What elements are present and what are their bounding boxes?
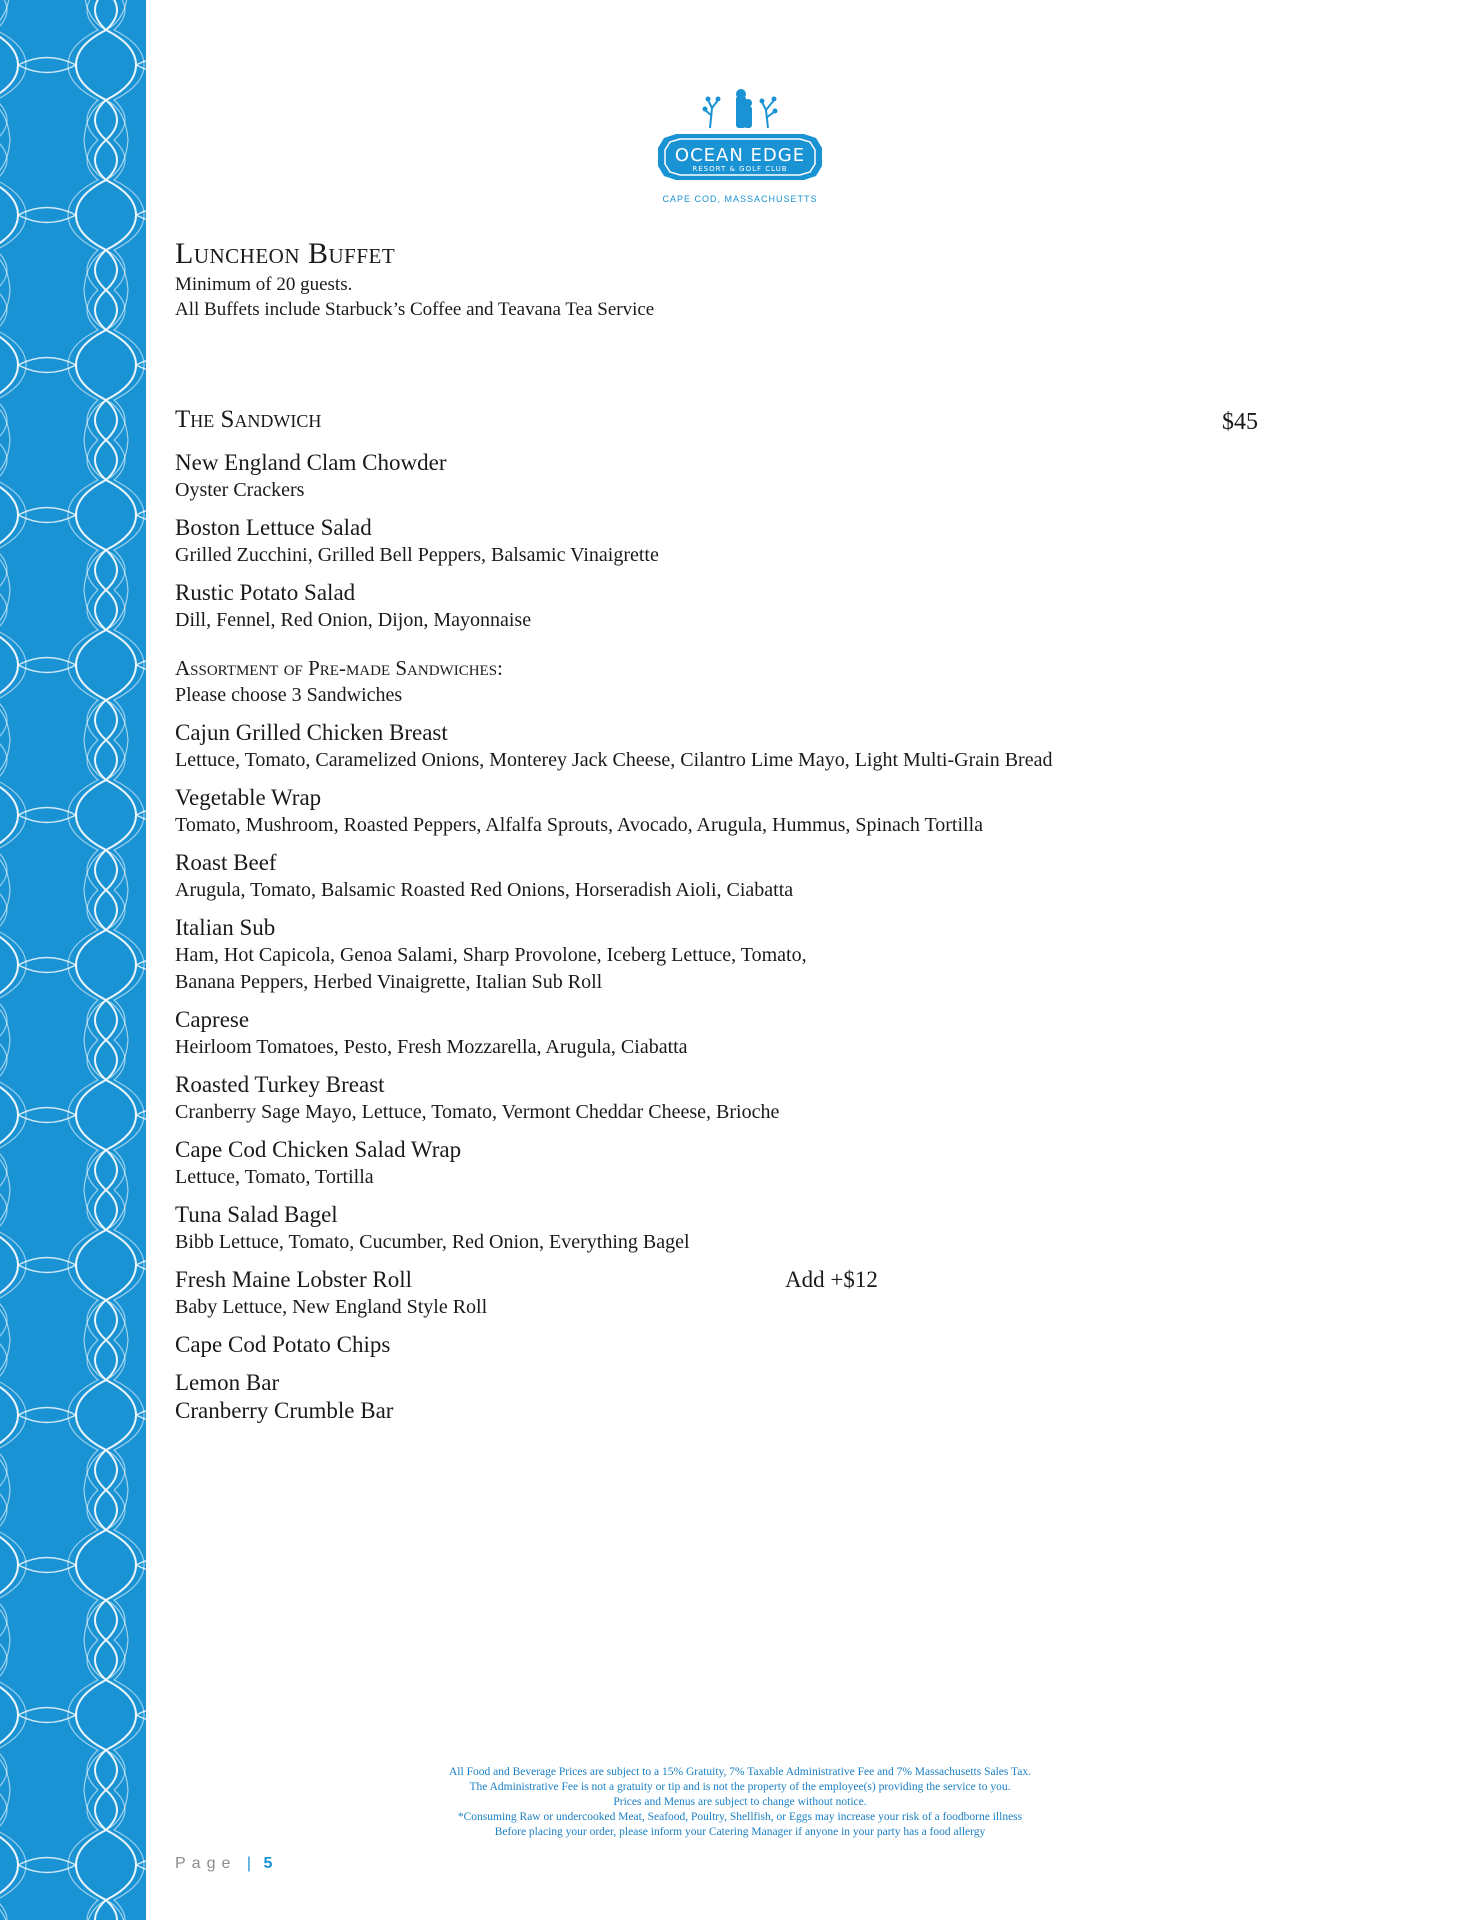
footer-note-line: The Administrative Fee is not a gratuity or tip and is not the property of the employee(s) providing the service to you. — [469, 1781, 1011, 1793]
assortment-note: Please choose 3 Sandwiches — [175, 684, 403, 706]
sandwich-item-description: Lettuce, Tomato, Caramelized Onions, Monterey Jack Cheese, Cilantro Lime Mayo, Light Multi-Grain Bread — [175, 749, 1053, 771]
sandwich-item — [175, 1006, 1275, 1061]
footer-note-line: All Food and Beverage Prices are subject to a 15% Gratuity, 7% Taxable Administrative Fee and 7% Massachusetts Sales Tax. — [449, 1766, 1031, 1778]
menu-price: $45 — [1222, 409, 1258, 435]
minimum-guests-note: Minimum of 20 guests. — [175, 274, 353, 295]
sandwich-item — [175, 784, 1275, 839]
starter-item-name: Boston Lettuce Salad — [175, 515, 372, 540]
logo-graphic — [650, 86, 830, 196]
dessert-group — [175, 1369, 1275, 1425]
starter-item — [175, 579, 1275, 634]
sandwich-item — [175, 719, 1275, 774]
sandwich-item — [175, 1136, 1275, 1191]
page-header — [175, 236, 1275, 322]
footer-note-line: *Consuming Raw or undercooked Meat, Seafood, Poultry, Shellfish, or Eggs may increase your risk of a foodborne illness — [457, 1811, 1023, 1823]
sandwich-item-name: Cajun Grilled Chicken Breast — [175, 720, 448, 745]
sandwich-item-name: Cape Cod Chicken Salad Wrap — [175, 1137, 462, 1162]
coffee-service-note: All Buffets include Starbuck’s Coffee and Teavana Tea Service — [175, 299, 655, 320]
sandwich-item — [175, 1201, 1275, 1256]
assortment-title: Assortment of Pre-made Sandwiches: — [175, 656, 503, 680]
sandwich-item-description: Bibb Lettuce, Tomato, Cucumber, Red Onion, Everything Bagel — [175, 1231, 690, 1253]
lobster-addon-price: Add +$12 — [785, 1267, 878, 1292]
sandwich-item-description-continued: Banana Peppers, Herbed Vinaigrette, Italian Sub Roll — [175, 971, 603, 993]
chips-item-name: Cape Cod Potato Chips — [175, 1332, 391, 1357]
footer-note-line: Prices and Menus are subject to change without notice. — [613, 1796, 867, 1808]
starter-item-name: New England Clam Chowder — [175, 450, 447, 475]
sandwich-item-description: Tomato, Mushroom, Roasted Peppers, Alfalfa Sprouts, Avocado, Arugula, Hummus, Spinach Tortilla — [175, 814, 984, 836]
lattice-pattern-graphic — [0, 0, 146, 1920]
menu-heading: The Sandwich — [175, 406, 322, 433]
page-number-value: 5 — [263, 1855, 273, 1872]
sandwich-item — [175, 849, 1275, 904]
starter-item-description: Dill, Fennel, Red Onion, Dijon, Mayonnaise — [175, 609, 532, 631]
starter-item — [175, 514, 1275, 569]
page-label: Page — [175, 1855, 237, 1872]
sandwich-item-description: Lettuce, Tomato, Tortilla — [175, 1166, 374, 1188]
sandwich-item — [175, 1071, 1275, 1126]
dessert-item: Cranberry Crumble Bar — [175, 1398, 394, 1423]
footer-notes — [280, 1765, 1200, 1840]
sandwich-item-name: Roast Beef — [175, 850, 277, 875]
menu-heading-row — [175, 405, 1275, 439]
starter-item-description: Grilled Zucchini, Grilled Bell Peppers, Balsamic Vinaigrette — [175, 544, 659, 566]
sandwich-item — [175, 914, 1275, 996]
sandwich-item-description: Cranberry Sage Mayo, Lettuce, Tomato, Vermont Cheddar Cheese, Brioche — [175, 1101, 780, 1123]
sandwich-menu — [175, 405, 1275, 1425]
sandwich-item — [175, 1266, 1275, 1321]
sandwich-item-name: Vegetable Wrap — [175, 785, 322, 810]
starter-item — [175, 449, 1275, 504]
chips-item — [175, 1331, 1275, 1359]
footer-note-line: Before placing your order, please inform your Catering Manager if anyone in your party has a food allergy — [494, 1826, 986, 1838]
sandwich-item-description: Ham, Hot Capicola, Genoa Salami, Sharp Provolone, Iceberg Lettuce, Tomato, — [175, 944, 807, 966]
sandwich-item-description: Heirloom Tomatoes, Pesto, Fresh Mozzarella, Arugula, Ciabatta — [175, 1036, 688, 1058]
page-separator: | — [246, 1855, 253, 1872]
starter-item-name: Rustic Potato Salad — [175, 580, 356, 605]
ocean-edge-logo — [650, 86, 830, 211]
sandwich-item-name: Roasted Turkey Breast — [175, 1072, 385, 1097]
sandwich-item-name: Caprese — [175, 1007, 250, 1032]
sandwich-item-name: Tuna Salad Bagel — [175, 1202, 338, 1227]
sandwich-item-name: Italian Sub — [175, 915, 276, 940]
sandwich-item-name-row — [175, 1266, 1275, 1294]
side-decorative-pattern — [0, 0, 146, 1920]
sandwich-item-name: Fresh Maine Lobster Roll — [175, 1267, 412, 1292]
sandwich-item-description: Baby Lettuce, New England Style Roll — [175, 1296, 488, 1318]
logo-caption: CAPE COD, MASSACHUSETTS — [662, 194, 818, 204]
sandwich-item-description: Arugula, Tomato, Balsamic Roasted Red Onions, Horseradish Aioli, Ciabatta — [175, 879, 794, 901]
dessert-item: Lemon Bar — [175, 1370, 280, 1395]
page-title: Luncheon Buffet — [175, 237, 396, 270]
logo-title-text: OCEAN EDGE — [674, 145, 806, 166]
logo-subtitle-text: RESORT & GOLF CLUB — [692, 165, 788, 173]
page-number — [175, 1855, 272, 1873]
starter-item-description: Oyster Crackers — [175, 479, 305, 501]
